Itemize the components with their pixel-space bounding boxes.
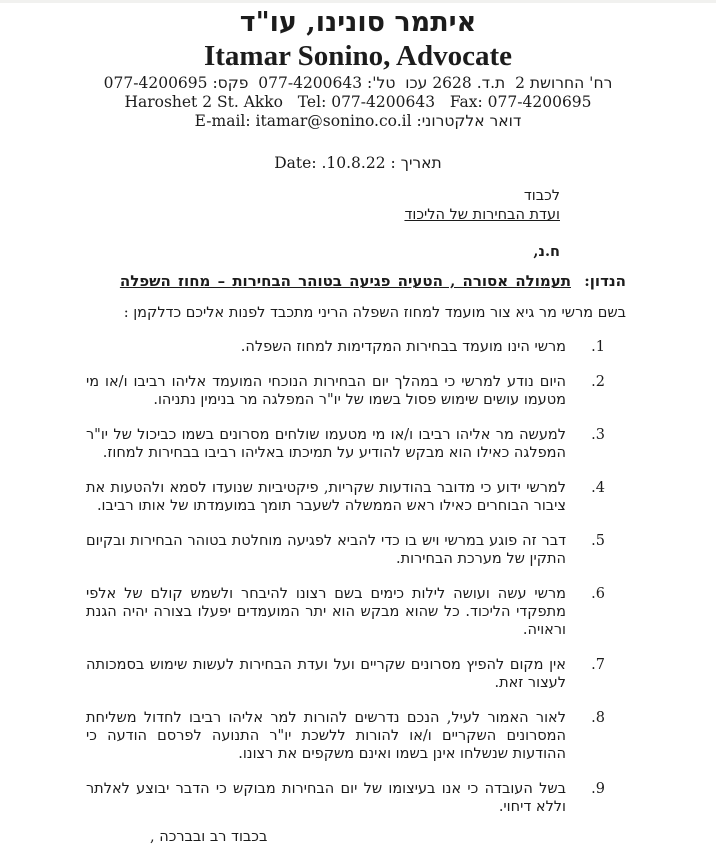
date-line: Date: .10.8.22 : תאריך	[274, 154, 442, 172]
subject-line	[86, 272, 626, 291]
firm-name-hebrew: איתמר סונינו, עו"ד	[239, 7, 477, 38]
numbered-item	[86, 656, 605, 692]
item-number: 5.	[591, 533, 605, 549]
item-text: למעשה מר אליהו רביבו ו/או מי מטעמו שולחים מסרונים בשמו כביכול של יו"ר המפלגה כאילו הוא מבקש להודיע על תמיכתו באליהו רביבו בבחירות למחוז.	[86, 427, 566, 461]
numbered-item	[86, 373, 605, 409]
item-text: היום נודע למרשי כי במהלך יום הבחירות הנוכחי המועמד אליהו רביבו ו/או מי מטעמו עושים שימוש פסול בשמו של יו"ר המפלגה מר בנימין נתניהו.	[86, 374, 566, 408]
item-text: דבר זה פוגע במרשי ויש בו כדי להביא לפגיעה מוחלטת בטוהר הבחירות ובקיום התקין של מערכת הבחירות.	[86, 533, 566, 567]
numbered-item	[86, 479, 605, 515]
recipient-name: ועדת הבחירות של הליכוד	[404, 207, 560, 223]
item-number: 6.	[591, 586, 605, 602]
recipient-to: לכבוד	[523, 188, 560, 204]
numbered-item	[86, 780, 605, 816]
recipient-block	[86, 187, 560, 225]
letterhead	[0, 3, 716, 131]
item-text: למרשי ידוע כי מדובר בהודעות שקריות, פיקטיביות שנועדו לסמא ולהטעות את ציבור הבוחרים כאילו ראש הממשלה לשעבר תומך במועמדתו של אותו רביבו.	[86, 480, 566, 514]
email-line: E-mail: itamar@sonino.co.il :דואר אלקטרוני	[194, 112, 522, 130]
firm-name-english: Itamar Sonino, Advocate	[203, 40, 512, 72]
address-line-english: Haroshet 2 St. Akko Tel: 077-4200643 Fax: 077-4200695	[124, 93, 592, 111]
numbered-item	[86, 585, 605, 639]
item-number: 2.	[591, 374, 605, 390]
item-text: אין מקום להפיץ מסרונים שקריים ועל ועדת הבחירות לעשות שימוש בסמכותה לעצור זאת.	[86, 657, 566, 691]
item-number: 8.	[591, 710, 605, 726]
item-text: בשל העובדה כי אנו בעיצומו של יום הבחירות מבוקש כי הדבר יבוצע לאלתר וללא דיחוי.	[86, 781, 566, 815]
subject-label: הנדון:	[584, 272, 626, 290]
item-number: 3.	[591, 427, 605, 443]
letter-body	[0, 187, 716, 816]
address-line-hebrew: רח' החרושת 2 ת.ד. 2628 עכו טל': 077-4200643 פקס: 077-4200695	[103, 74, 613, 92]
item-text: לאור האמור לעיל, הנכם נדרשים להורות למר אליהו רביבו לחדול משליחת המסרונים השקריים ו/או להורות ללשכת יו"ר התנועה לפרסם הודעה כי ההודעות שנשלחו אינן בשמו ואינם משקפים את רצונו.	[86, 710, 566, 762]
intro-paragraph: בשם מרשי מר גיא צור מועמד למחוז השפלה הריני מתכבד לפנות אליכם כדלקמן :	[123, 305, 626, 321]
subject-text: תעמולה אסורה , הטעיה פגיעה בטוהר הבחירות – מחוז השפלה	[119, 272, 571, 290]
item-text: מרשי עשה ועושה לילות כימים בשם רצונו להיבחר ולשמש קולם של אלפי מתפקדי הליכוד. כל שהוא מבקש הוא יתר המועמדים יפעלו בצורה יהיה הגנת וראויה.	[86, 586, 566, 638]
numbered-item	[86, 338, 605, 356]
numbered-item	[86, 709, 605, 763]
closing-line: בכבוד רב ובברכה ,	[150, 829, 268, 845]
item-text: מרשי הינו מועמד בבחירות המקדימות למחוז השפלה.	[240, 339, 566, 355]
item-number: 7.	[591, 657, 605, 673]
numbered-item	[86, 426, 605, 462]
numbered-item	[86, 532, 605, 568]
item-number: 1.	[591, 339, 605, 355]
item-number: 4.	[591, 480, 605, 496]
greeting: ח.נ,	[533, 243, 560, 260]
item-number: 9.	[591, 781, 605, 797]
numbered-list	[86, 338, 626, 816]
